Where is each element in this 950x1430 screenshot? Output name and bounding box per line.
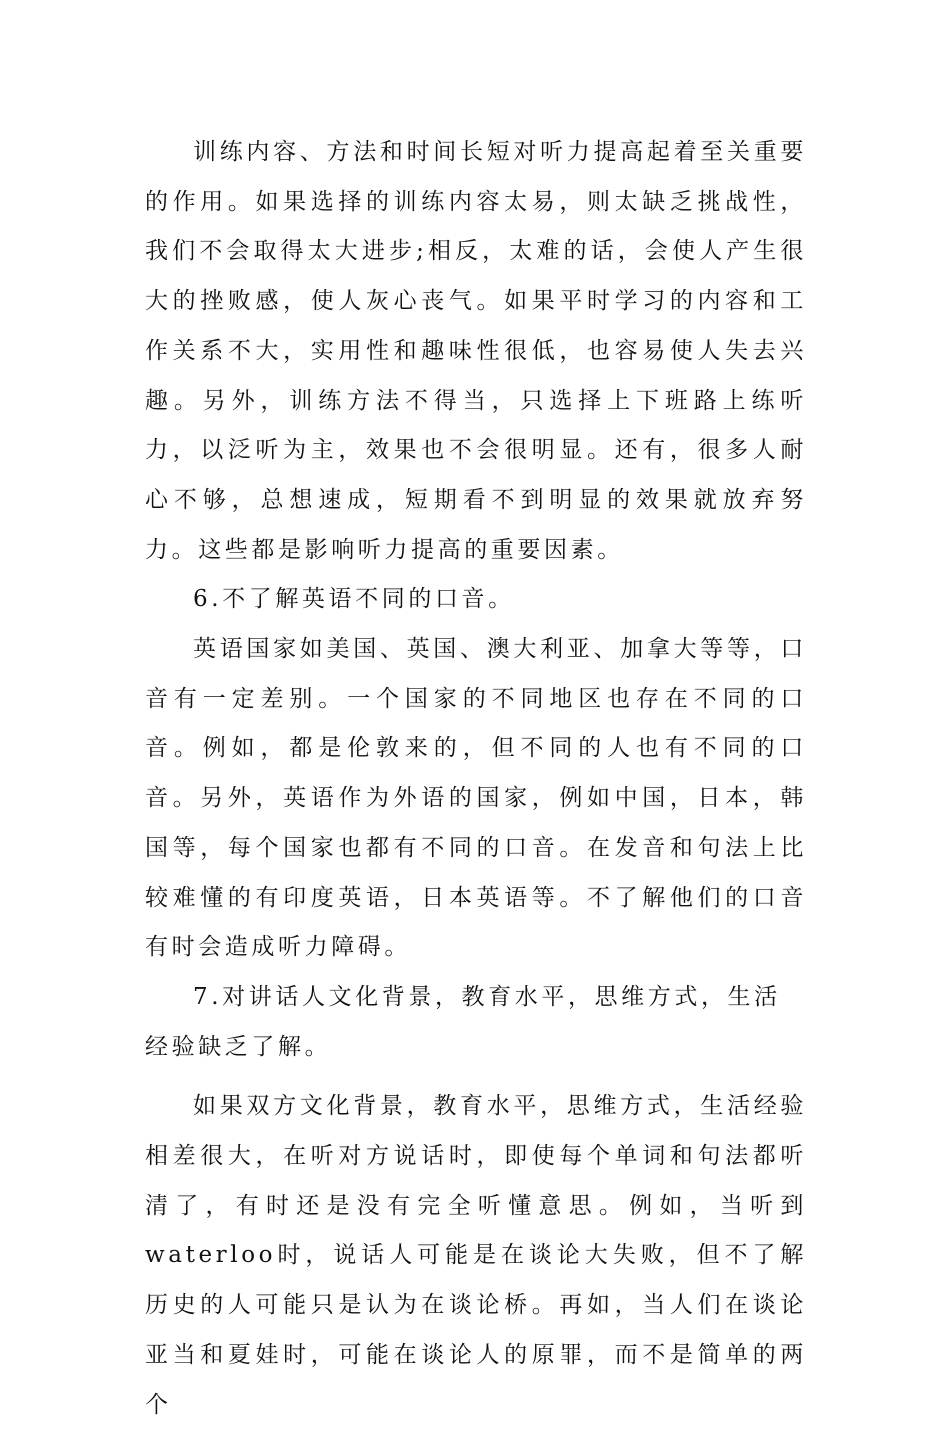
body-text	[145, 128, 807, 1430]
paragraph-training-factors: 训练内容、方法和时间长短对听力提高起着至关重要的作用。如果选择的训练内容太易，则太缺乏挑战性，我们不会取得太大进步;相反，太难的话，会使人产生很大的挫败感，使人灰心丧气。如果平时学习的内容和工作关系不大，实用性和趣味性很低，也容易使人失去兴趣。另外，训练方法不得当，只选择上下班路上练听力，以泛听为主，效果也不会很明显。还有，很多人耐心不够，总想速成，短期看不到明显的效果就放弃努力。这些都是影响听力提高的重要因素。	[145, 139, 807, 563]
paragraph-accents: 英语国家如美国、英国、澳大利亚、加拿大等等，口音有一定差别。一个国家的不同地区也存在不同的口音。例如，都是伦敦来的，但不同的人也有不同的口音。另外，英语作为外语的国家，例如中国，日本，韩国等，每个国家也都有不同的口音。在发音和句法上比较难懂的有印度英语，日本英语等。不了解他们的口音有时会造成听力障碍。	[145, 636, 807, 961]
paragraph-culture: 如果双方文化背景，教育水平，思维方式，生活经验相差很大，在听对方说话时，即使每个单词和句法都听清了，有时还是没有完全听懂意思。例如，当听到waterloo时，说话人可能是在谈论大失败，但不了解历史的人可能只是认为在谈论桥。再如，当人们在谈论亚当和夏娃时，可能在谈论人的原罪，而不是简单的两个	[145, 1093, 807, 1418]
heading-accents: 6.不了解英语不同的口音。	[193, 586, 515, 613]
paragraph-gap	[145, 1072, 807, 1082]
heading-culture: 7.对讲话人文化背景，教育水平，思维方式，生活经验缺乏了解。	[145, 983, 781, 1060]
